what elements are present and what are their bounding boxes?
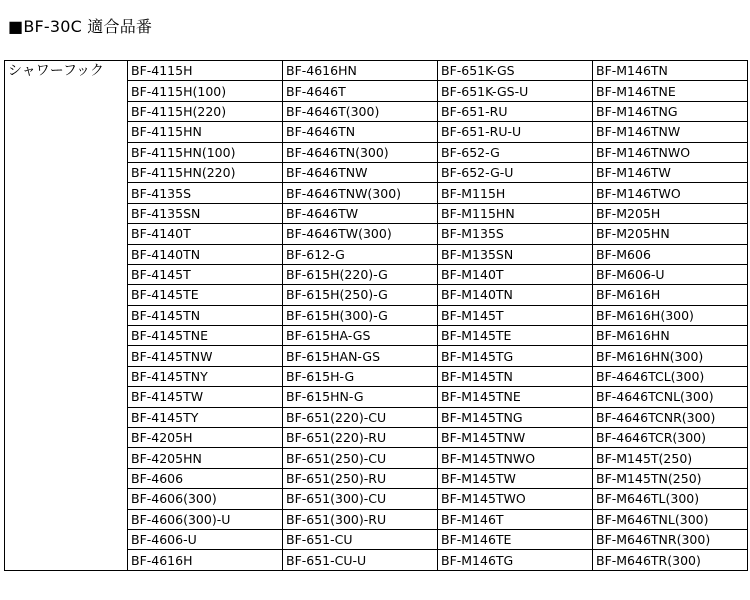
model-number-cell: BF-651(250)-RU	[283, 468, 438, 488]
model-number-cell: BF-4616H	[128, 550, 283, 570]
model-number-cell: BF-651(300)-RU	[283, 509, 438, 529]
model-number-cell: BF-651(250)-CU	[283, 448, 438, 468]
model-number-cell: BF-651-RU	[438, 101, 593, 121]
model-number-cell: BF-652-G	[438, 142, 593, 162]
model-number-cell: BF-4145TN	[128, 305, 283, 325]
model-number-cell: BF-M145TN(250)	[593, 468, 748, 488]
model-number-cell: BF-4646TCNR(300)	[593, 407, 748, 427]
model-number-cell: BF-651(220)-RU	[283, 428, 438, 448]
model-number-cell: BF-4115H(100)	[128, 81, 283, 101]
model-number-cell: BF-4115H(220)	[128, 101, 283, 121]
model-number-cell: BF-M146TE	[438, 529, 593, 549]
model-number-cell: BF-M145TNE	[438, 387, 593, 407]
model-number-cell: BF-4646TN	[283, 122, 438, 142]
model-number-cell: BF-4115H	[128, 61, 283, 81]
model-number-cell: BF-M145TE	[438, 326, 593, 346]
model-number-cell: BF-M606	[593, 244, 748, 264]
model-number-cell: BF-4646TN(300)	[283, 142, 438, 162]
model-number-cell: BF-M140T	[438, 264, 593, 284]
model-number-cell: BF-M146TN	[593, 61, 748, 81]
model-number-cell: BF-4646T(300)	[283, 101, 438, 121]
model-number-cell: BF-M140TN	[438, 285, 593, 305]
model-number-cell: BF-M145TNWO	[438, 448, 593, 468]
model-number-cell: BF-M135SN	[438, 244, 593, 264]
model-number-cell: BF-615H-G	[283, 366, 438, 386]
model-number-cell: BF-4606(300)-U	[128, 509, 283, 529]
model-number-cell: BF-4616HN	[283, 61, 438, 81]
model-number-cell: BF-M146TNWO	[593, 142, 748, 162]
model-number-cell: BF-4646TCR(300)	[593, 428, 748, 448]
category-cell: シャワーフック	[5, 61, 128, 571]
model-number-cell: BF-M646TNR(300)	[593, 529, 748, 549]
model-number-cell: BF-651-RU-U	[438, 122, 593, 142]
model-number-cell: BF-651K-GS-U	[438, 81, 593, 101]
model-number-cell: BF-M146TNE	[593, 81, 748, 101]
model-number-cell: BF-4646TCL(300)	[593, 366, 748, 386]
model-number-cell: BF-651-CU	[283, 529, 438, 549]
model-number-cell: BF-M145T(250)	[593, 448, 748, 468]
model-number-cell: BF-M146TG	[438, 550, 593, 570]
model-number-cell: BF-4115HN(220)	[128, 162, 283, 182]
model-number-cell: BF-615HA-GS	[283, 326, 438, 346]
model-number-cell: BF-4145TE	[128, 285, 283, 305]
model-number-cell: BF-M205HN	[593, 224, 748, 244]
model-number-cell: BF-M146TWO	[593, 183, 748, 203]
model-number-cell: BF-M616HN	[593, 326, 748, 346]
model-number-cell: BF-651(300)-CU	[283, 489, 438, 509]
model-number-cell: BF-M146T	[438, 509, 593, 529]
model-number-cell: BF-4606-U	[128, 529, 283, 549]
model-number-cell: BF-651-CU-U	[283, 550, 438, 570]
model-number-cell: BF-615H(220)-G	[283, 264, 438, 284]
model-number-cell: BF-M606-U	[593, 264, 748, 284]
model-number-cell: BF-615HN-G	[283, 387, 438, 407]
model-number-cell: BF-4606	[128, 468, 283, 488]
model-number-cell: BF-M135S	[438, 224, 593, 244]
table-row	[5, 61, 748, 81]
model-number-cell: BF-4606(300)	[128, 489, 283, 509]
model-number-cell: BF-M115H	[438, 183, 593, 203]
model-number-cell: BF-4205H	[128, 428, 283, 448]
model-number-cell: BF-4145TW	[128, 387, 283, 407]
model-number-cell: BF-M146TNG	[593, 101, 748, 121]
model-number-cell: BF-4145TNE	[128, 326, 283, 346]
model-number-cell: BF-M145TNG	[438, 407, 593, 427]
model-number-cell: BF-M616H(300)	[593, 305, 748, 325]
model-number-cell: BF-4115HN(100)	[128, 142, 283, 162]
model-number-cell: BF-M145TG	[438, 346, 593, 366]
model-number-cell: BF-M145T	[438, 305, 593, 325]
model-number-cell: BF-4205HN	[128, 448, 283, 468]
model-number-cell: BF-4646TW	[283, 203, 438, 223]
model-number-cell: BF-4646TNW	[283, 162, 438, 182]
model-number-cell: BF-652-G-U	[438, 162, 593, 182]
model-number-cell: BF-4135S	[128, 183, 283, 203]
model-number-cell: BF-4145T	[128, 264, 283, 284]
model-number-cell: BF-4140TN	[128, 244, 283, 264]
model-number-cell: BF-M616H	[593, 285, 748, 305]
model-number-cell: BF-4145TNW	[128, 346, 283, 366]
model-number-cell: BF-M145TNW	[438, 428, 593, 448]
model-number-cell: BF-4135SN	[128, 203, 283, 223]
model-number-cell: BF-M115HN	[438, 203, 593, 223]
model-number-cell: BF-4140T	[128, 224, 283, 244]
model-number-cell: BF-M646TL(300)	[593, 489, 748, 509]
compatible-models-table	[4, 60, 748, 571]
model-number-cell: BF-615H(250)-G	[283, 285, 438, 305]
model-number-cell: BF-651K-GS	[438, 61, 593, 81]
model-number-cell: BF-4115HN	[128, 122, 283, 142]
model-number-cell: BF-4646T	[283, 81, 438, 101]
model-number-cell: BF-M205H	[593, 203, 748, 223]
model-number-cell: BF-615HAN-GS	[283, 346, 438, 366]
model-number-cell: BF-M146TNW	[593, 122, 748, 142]
model-number-cell: BF-612-G	[283, 244, 438, 264]
model-number-cell: BF-651(220)-CU	[283, 407, 438, 427]
model-number-cell: BF-M145TWO	[438, 489, 593, 509]
model-number-cell: BF-M145TN	[438, 366, 593, 386]
model-number-cell: BF-4646TCNL(300)	[593, 387, 748, 407]
table-body	[5, 61, 748, 571]
model-number-cell: BF-4145TNY	[128, 366, 283, 386]
model-number-cell: BF-615H(300)-G	[283, 305, 438, 325]
model-number-cell: BF-M146TW	[593, 162, 748, 182]
page-title: ■BF-30C 適合品番	[8, 17, 153, 36]
model-number-cell: BF-M646TR(300)	[593, 550, 748, 570]
model-number-cell: BF-4646TNW(300)	[283, 183, 438, 203]
model-number-cell: BF-M646TNL(300)	[593, 509, 748, 529]
model-number-cell: BF-M145TW	[438, 468, 593, 488]
model-number-cell: BF-4145TY	[128, 407, 283, 427]
model-number-cell: BF-4646TW(300)	[283, 224, 438, 244]
model-number-cell: BF-M616HN(300)	[593, 346, 748, 366]
